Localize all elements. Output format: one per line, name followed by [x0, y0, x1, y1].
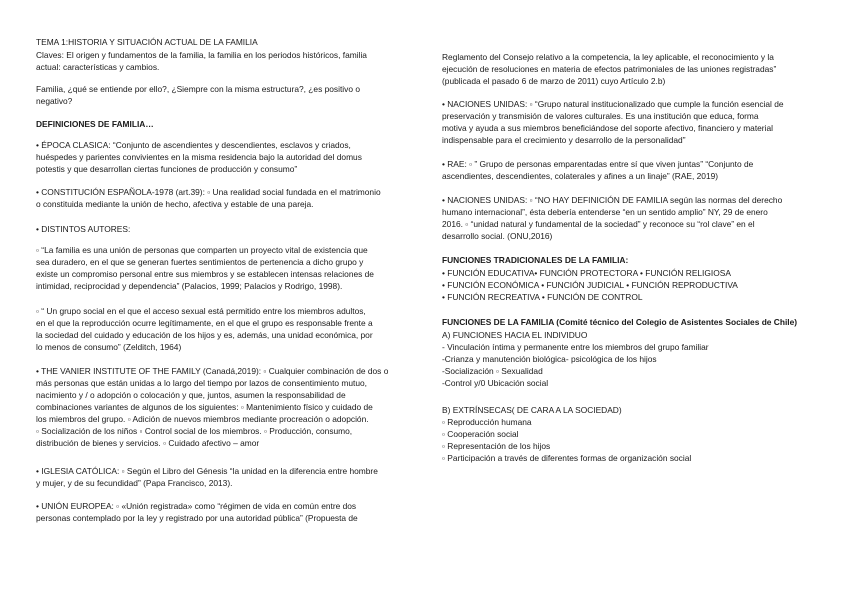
rae-definition — [442, 158, 812, 182]
text-line: intimidad, reciprocidad y dependencia” (Palacios, 1999; Palacios y Rodrigo, 1998). — [36, 281, 343, 291]
text-line: potestis y que desarrollan ciertas funciones de producción y consumo” — [36, 164, 298, 174]
union-europea-definition — [36, 500, 406, 524]
funciones-hacia-individuo-list — [442, 329, 812, 389]
text-line: motiva y ayuda a sus miembros beneficiándose del soporte afectivo, financiero y material — [442, 123, 773, 133]
autores-heading: • DISTINTOS AUTORES: — [36, 224, 131, 234]
list-item: ▫ Reproducción humana — [442, 417, 532, 427]
text-line: ▫ “ Un grupo social en el que el acceso sexual está permitido entre los miembros adultos, — [36, 306, 366, 316]
vanier-definition — [36, 365, 406, 449]
text-line: humano internacional”, ésta debería entenderse “en un sentido amplio” NY, 29 de enero — [442, 207, 768, 217]
text-line: sea duradero, en el que se generan fuertes sentimientos de pertenencia a dicho grupo y — [36, 257, 364, 267]
text-line: Claves: El origen y fundamentos de la familia, la familia en los periodos históricos, familia — [36, 50, 367, 60]
constitucion-definition — [36, 186, 406, 210]
list-item: -Socialización ▫ Sexualidad — [442, 366, 543, 376]
text-line: personas contemplado por la ley y registrado por una autoridad pública” (Propuesta de — [36, 513, 358, 523]
naciones-unidas-definition-1 — [442, 98, 812, 146]
text-line: la sociedad del cuidado y educación de los hijos y es, además, una unidad económica, por — [36, 330, 373, 340]
text-line: y mujer, y de su fecundidad” (Papa Francisco, 2013). — [36, 478, 233, 488]
text-line: actual: características y cambios. — [36, 62, 160, 72]
funciones-familia-heading: FUNCIONES DE LA FAMILIA (Comité técnico del Colegio de Asistentes Sociales de Chile) — [442, 317, 798, 327]
text-line: nacimiento y / o adopción o colocación y que, juntos, asumen la responsabilidad de — [36, 390, 346, 400]
text-line: Reglamento del Consejo relativo a la competencia, la ley aplicable, el reconocimiento y la — [442, 52, 774, 62]
list-item: ▫ Representación de los hijos — [442, 441, 551, 451]
text-line: • RAE: ▫ ” Grupo de personas emparentadas entre sí que viven juntas” “Conjunto de — [442, 159, 754, 169]
epoca-clasica-definition — [36, 139, 406, 175]
text-line: lo menos de consumo” (Zelditch, 1964) — [36, 342, 182, 352]
list-item: ▫ Cooperación social — [442, 429, 519, 439]
list-item: -Control y/0 Ubicación social — [442, 378, 549, 388]
list-item: - Vinculación íntima y permanente entre los miembros del grupo familiar — [442, 342, 709, 352]
text-line: ejecución de resoluciones en materia de efectos patrimoniales de las uniones registradas” — [442, 64, 777, 74]
list-item: ▫ Participación a través de diferentes formas de organización social — [442, 453, 692, 463]
funciones-tradicionales-list — [442, 267, 812, 303]
text-line: indispensable para el crecimiento y desarrollo de la personalidad” — [442, 135, 686, 145]
autor-definition-2 — [36, 305, 406, 353]
funciones-tradicionales-heading: FUNCIONES TRADICIONALES DE LA FAMILIA: — [442, 255, 629, 265]
autor-definition-1 — [36, 244, 406, 292]
text-line: • THE VANIER INSTITUTE OF THE FAMILY (Canadá,2019): ▫ Cualquier combinación de dos o — [36, 366, 389, 376]
question-paragraph — [36, 83, 406, 107]
list-heading: A) FUNCIONES HACIA EL INDIVIDUO — [442, 330, 588, 340]
text-line: negativo? — [36, 96, 73, 106]
text-line: o constituida mediante la unión de hecho, afectiva y estable de una pareja. — [36, 199, 314, 209]
text-line: distribución de bienes y servicios. ▫ Cuidado afectivo – amor — [36, 438, 260, 448]
naciones-unidas-definition-2 — [442, 194, 812, 242]
text-line: 2016. ▫ “unidad natural y fundamental de la sociedad” y reconoce su “rol clave” en el — [442, 219, 755, 229]
text-line: los miembros del grupo. ▫ Adición de nuevos miembros mediante procreación o adopción. — [36, 414, 369, 424]
text-line: desarrollo social. (ONU,2016) — [442, 231, 553, 241]
text-line: ascendientes, descendientes, colaterales y afines a un linaje” (RAE, 2019) — [442, 171, 719, 181]
text-line: combinaciones variantes de algunos de los siguientes: ▫ Mantenimiento físico y cuidado de — [36, 402, 373, 412]
definitions-heading: DEFINICIONES DE FAMILIA… — [36, 119, 154, 129]
text-line: • IGLESIA CATÓLICA: ▫ Según el Libro del Génesis “la unidad en la diferencia entre hombre — [36, 466, 378, 476]
text-line: preservación y transmisión de valores culturales. Es una institución que educa, forma — [442, 111, 759, 121]
list-item: -Crianza y manutención biológica- psicológica de los hijos — [442, 354, 657, 364]
list-heading: B) EXTRÍNSECAS( DE CARA A LA SOCIEDAD) — [442, 405, 622, 415]
funciones-extrinsecas-list — [442, 404, 812, 464]
list-item: • FUNCIÓN ECONÓMICA • FUNCIÓN JUDICIAL • FUNCIÓN REPRODUCTIVA — [442, 280, 738, 290]
iglesia-definition — [36, 465, 406, 489]
text-line: • UNIÓN EUROPEA: ▫ «Unión registrada» como “régimen de vida en común entre dos — [36, 501, 357, 511]
list-item: • FUNCIÓN RECREATIVA • FUNCIÓN DE CONTROL — [442, 292, 643, 302]
text-line: más personas que están unidas a lo largo del tiempo por lazos de consentimiento mutuo, — [36, 378, 368, 388]
text-line: en el que la reproducción ocurre legítimamente, en el que el grupo es responsable frente a — [36, 318, 373, 328]
reglamento-paragraph — [442, 51, 812, 87]
text-line: • ÉPOCA CLASICA: “Conjunto de ascendientes y descendientes, esclavos y criados, — [36, 140, 351, 150]
text-line: • NACIONES UNIDAS: ▫ “Grupo natural institucionalizado que cumple la función esencial de — [442, 99, 784, 109]
list-item: • FUNCIÓN EDUCATIVA• FUNCIÓN PROTECTORA • FUNCIÓN RELIGIOSA — [442, 268, 731, 278]
text-line: ▫ Socialización de los niños ▫ Control social de los miembros. ▫ Producción, consumo, — [36, 426, 353, 436]
text-line: • NACIONES UNIDAS: ▫ “NO HAY DEFINICIÓN DE FAMILIA según las normas del derecho — [442, 195, 783, 205]
document-title: TEMA 1:HISTORIA Y SITUACIÓN ACTUAL DE LA FAMILIA — [36, 37, 258, 47]
text-line: huéspedes y parientes convivientes en la misma residencia bajo la autoridad del domus — [36, 152, 362, 162]
text-line: (publicada el pasado 6 de marzo de 2011) cuyo Artículo 2.b) — [442, 76, 666, 86]
text-line: Familia, ¿qué se entiende por ello?, ¿Siempre con la misma estructura?, ¿es positivo o — [36, 84, 360, 94]
text-line: • CONSTITUCIÓN ESPAÑOLA-1978 (art.39): ▫ Una realidad social fundada en el matrimonio — [36, 187, 381, 197]
text-line: ▫ “La familia es una unión de personas que comparten un proyecto vital de existencia que — [36, 245, 368, 255]
claves-paragraph — [36, 49, 406, 73]
text-line: existe un compromiso personal entre sus miembros y se establecen intensas relaciones de — [36, 269, 374, 279]
